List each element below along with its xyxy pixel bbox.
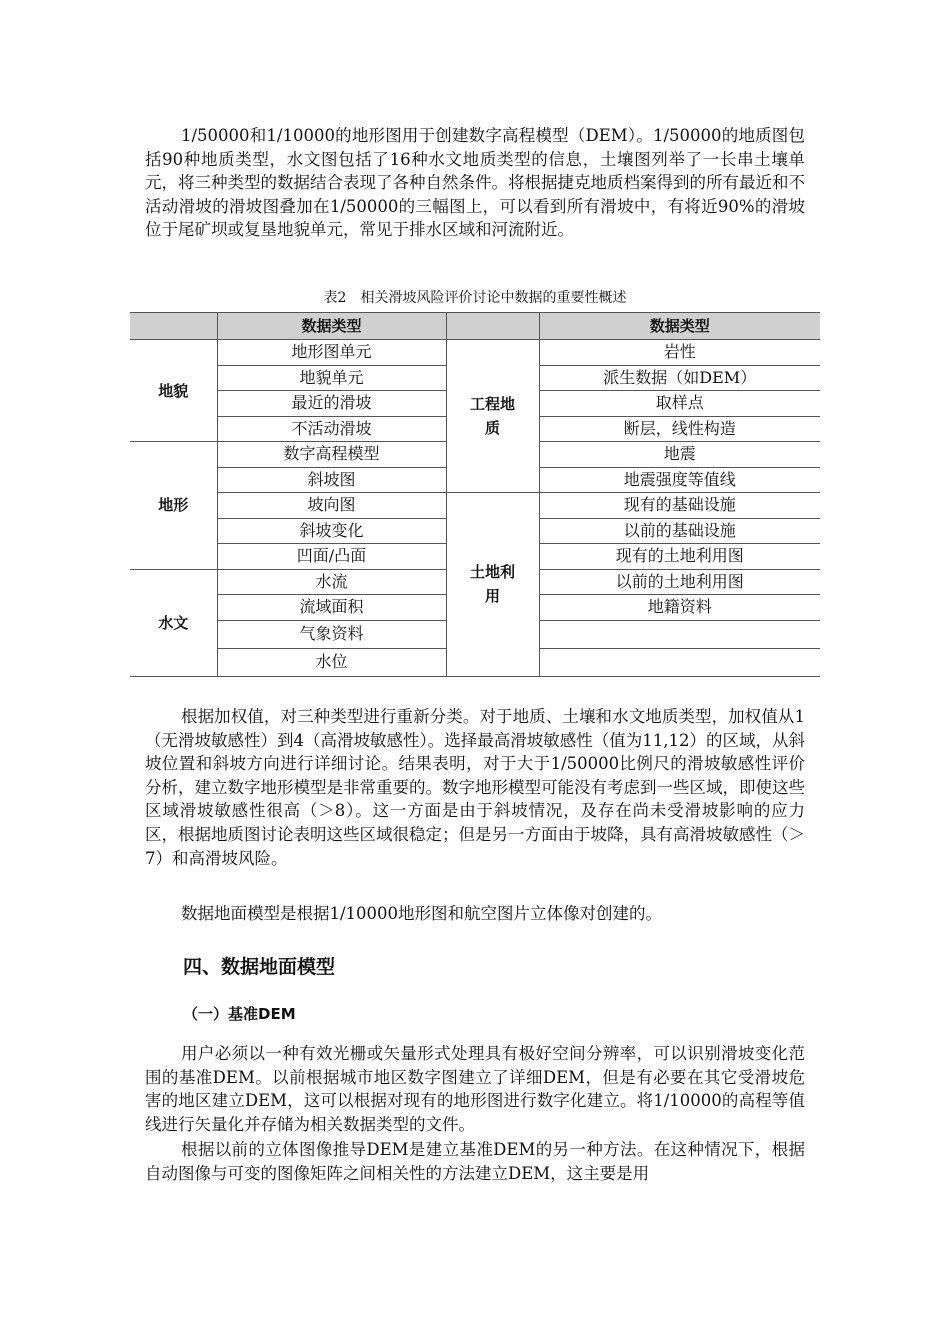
- table-cell: 斜坡变化: [217, 518, 446, 544]
- paragraph-3: 数据地面模型是根据1/10000地形图和航空图片立体像对创建的。: [181, 904, 663, 923]
- header-blank-mid: [446, 313, 539, 340]
- table-cell: 现有的土地利用图: [539, 544, 820, 570]
- table-cell: 地貌单元: [217, 365, 446, 391]
- data-importance-table: [130, 312, 820, 677]
- table-header-row: [130, 313, 820, 340]
- category-land-use: [446, 493, 539, 677]
- table-cell: 现有的基础设施: [539, 493, 820, 519]
- table-cell: 水位: [217, 648, 446, 676]
- table-cell: 断层，线性构造: [539, 416, 820, 442]
- table-cell: 以前的基础设施: [539, 518, 820, 544]
- table-cell: 地震: [539, 442, 820, 468]
- header-blank-left: [130, 313, 217, 340]
- table-cell: [539, 620, 820, 648]
- table-cell: 岩性: [539, 340, 820, 366]
- table-cell: 地震强度等值线: [539, 467, 820, 493]
- table-cell: 斜坡图: [217, 467, 446, 493]
- category-engineering-geology: [446, 340, 539, 493]
- category-land-use-label: 土地利用: [469, 563, 515, 606]
- table-cell: 派生数据（如DEM）: [539, 365, 820, 391]
- table-cell: 地形图单元: [217, 340, 446, 366]
- table-cell: 地籍资料: [539, 595, 820, 621]
- table-cell: 凹面/凸面: [217, 544, 446, 570]
- table-row: [130, 340, 820, 366]
- header-data-type-right: 数据类型: [539, 313, 820, 340]
- table-cell: 取样点: [539, 391, 820, 417]
- category-landform: 地貌: [130, 340, 217, 442]
- table-cell: 数字高程模型: [217, 442, 446, 468]
- table-cell: 气象资料: [217, 620, 446, 648]
- category-engineering-geology-label: 工程地质: [469, 395, 515, 437]
- table-cell: 不活动滑坡: [217, 416, 446, 442]
- paragraph-2: 根据加权值，对三种类型进行重新分类。对于地质、土壤和水文地质类型，加权值从1（无滑坡敏感性）到4（高滑坡敏感性）。选择最高滑坡敏感性（值为11,12）的区域，从斜坡位置和斜坡方向进行详细讨论。结果表明，对于大于1/50000比例尺的滑坡敏感性评价分析，建立数字地形模型是非常重要的。数字地形模型可能没有考虑到一些区域，即使这些区域滑坡敏感性很高（＞8）。这一方面是由于斜坡情况，及存在尚未受滑坡影响的应力区，根据地质图讨论表明这些区域很稳定；但是另一方面由于坡降，具有高滑坡敏感性（＞7）和高滑坡风险。: [145, 707, 805, 868]
- paragraph-1: 1/50000和1/10000的地形图用于创建数字高程模型（DEM）。1/50000的地质图包括90种地质类型，水文图包括了16种水文地质类型的信息，土壤图列举了一长串土壤单元，将三种类型的数据结合表现了各种自然条件。将根据捷克地质档案得到的所有最近和不活动滑坡的滑坡图叠加在1/50000的三幅图上，可以看到所有滑坡中，有将近90%的滑坡位于尾矿坝或复垦地貌单元，常见于排水区域和河流附近。: [145, 126, 805, 240]
- table-cell: 坡向图: [217, 493, 446, 519]
- table-cell: 以前的土地利用图: [539, 569, 820, 595]
- paragraph-5: 根据以前的立体图像推导DEM是建立基准DEM的另一种方法。在这种情况下，根据自动图像与可变的图像矩阵之间相关性的方法建立DEM，这主要是用: [145, 1140, 805, 1183]
- header-data-type-left: 数据类型: [217, 313, 446, 340]
- paragraph-4: 用户必须以一种有效光栅或矢量形式处理具有极好空间分辨率，可以识别滑坡变化范围的基准DEM。以前根据城市地区数字图建立了详细DEM，但是有必要在其它受滑坡危害的地区建立DEM，这可以根据对现有的地形图进行数字化建立。将1/10000的高程等值线进行矢量化并存储为相关数据类型的文件。: [145, 1044, 805, 1134]
- table-cell: [539, 648, 820, 676]
- category-terrain: 地形: [130, 442, 217, 570]
- subsection-heading-1: （一）基准DEM: [183, 1005, 296, 1023]
- section-heading-4: 四、数据地面模型: [183, 956, 336, 978]
- table-cell: 流域面积: [217, 595, 446, 621]
- category-hydrology: 水文: [130, 569, 217, 676]
- table-cell: 水流: [217, 569, 446, 595]
- table-caption: 表2 相关滑坡风险评价讨论中数据的重要性概述: [323, 290, 627, 306]
- table-row: [130, 493, 820, 519]
- table-cell: 最近的滑坡: [217, 391, 446, 417]
